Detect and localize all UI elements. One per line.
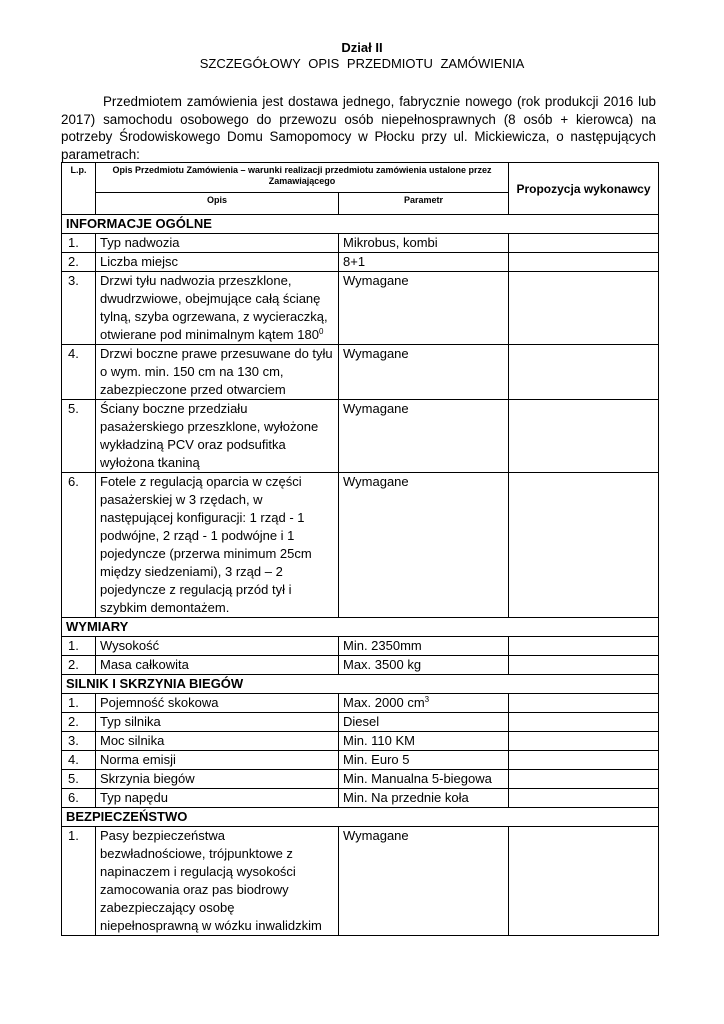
row-parameter: [339, 234, 509, 253]
row-description: [96, 713, 339, 732]
header-offer: Propozycja wykonawcy: [509, 163, 659, 215]
row-parameter: [339, 732, 509, 751]
table-row: [62, 789, 659, 808]
intro-paragraph: Przedmiotem zamówienia jest dostawa jednego, fabrycznie nowego (rok produkcji 2016 lub 2017) samochodu osobowego do przewozu osób niepełnosprawnych (8 osób + kierowca) na potrzeby Środowiskowego Domu Samopomocy w Płocku przy ul. Mickiewicza, o następujących parametrach:: [61, 94, 656, 162]
row-parameter-text: Min. Na przednie koła: [343, 790, 469, 805]
row-offer-cell: [509, 789, 659, 808]
row-parameter-text: Wymagane: [343, 346, 409, 361]
row-offer-cell: [509, 656, 659, 675]
section-subtitle: SZCZEGÓŁOWY OPIS PRZEDMIOTU ZAMÓWIENIA: [199, 56, 525, 71]
row-number: 1.: [62, 234, 96, 253]
row-description: [96, 253, 339, 272]
table-row: [62, 637, 659, 656]
section-heading: SILNIK I SKRZYNIA BIEGÓW: [62, 675, 659, 694]
section-title: Dział II: [341, 40, 383, 55]
row-parameter: [339, 713, 509, 732]
row-offer-cell: [509, 713, 659, 732]
table-row: [62, 253, 659, 272]
row-number: 1.: [62, 827, 96, 936]
row-offer-cell: [509, 732, 659, 751]
row-number: 4.: [62, 345, 96, 400]
row-offer-cell: [509, 473, 659, 618]
table-row: [62, 473, 659, 618]
row-description: [96, 473, 339, 618]
row-parameter: [339, 694, 509, 713]
row-number: 1.: [62, 694, 96, 713]
row-offer-cell: [509, 770, 659, 789]
row-parameter-text: Min. 2350mm: [343, 638, 422, 653]
table-row: [62, 751, 659, 770]
row-number: 3.: [62, 272, 96, 345]
row-description: [96, 732, 339, 751]
row-parameter-text: Max. 2000 cm: [343, 695, 425, 710]
row-offer-cell: [509, 400, 659, 473]
row-description: [96, 272, 339, 345]
row-description: [96, 694, 339, 713]
row-number: 2.: [62, 253, 96, 272]
row-description-text: Pojemność skokowa: [100, 695, 219, 710]
row-parameter: [339, 345, 509, 400]
row-parameter: [339, 253, 509, 272]
row-description-text: Norma emisji: [100, 752, 176, 767]
row-description-text: Skrzynia biegów: [100, 771, 195, 786]
header-lp: L.p.: [62, 163, 96, 215]
unit-superscript: 3: [424, 695, 430, 704]
row-description-text: Fotele z regulacją oparcia w części pasażerskiej w 3 rzędach, w następującej konfiguracji: 1 rząd - 1 podwójne, 2 rząd - 1 podwójne i 1 pojedyncze (przerwa minimum 25cm między siedzeniami), 3 rząd – 2 pojedyncze z regulacją przód tył i szybkim demontażem.: [100, 474, 312, 615]
row-description: [96, 751, 339, 770]
row-description-text: Wysokość: [100, 638, 160, 653]
row-offer-cell: [509, 751, 659, 770]
row-description: [96, 827, 339, 936]
row-parameter: [339, 272, 509, 345]
row-number: 2.: [62, 713, 96, 732]
row-parameter: [339, 789, 509, 808]
row-number: 2.: [62, 656, 96, 675]
row-number: 4.: [62, 751, 96, 770]
header-opis: Opis: [96, 193, 339, 215]
row-description: [96, 656, 339, 675]
row-description: [96, 770, 339, 789]
row-parameter-text: Min. Euro 5: [343, 752, 410, 767]
row-number: 1.: [62, 637, 96, 656]
row-description: [96, 345, 339, 400]
row-parameter-text: Wymagane: [343, 401, 409, 416]
row-description-text: Moc silnika: [100, 733, 165, 748]
row-number: 3.: [62, 732, 96, 751]
section-heading: INFORMACJE OGÓLNE: [62, 215, 659, 234]
table-row: [62, 827, 659, 936]
row-description-text: Liczba miejsc: [100, 254, 179, 269]
row-description-text: Typ silnika: [100, 714, 161, 729]
table-row: [62, 770, 659, 789]
table-row: [62, 234, 659, 253]
table-row: [62, 732, 659, 751]
row-offer-cell: [509, 827, 659, 936]
row-parameter: [339, 770, 509, 789]
row-number: 5.: [62, 400, 96, 473]
row-description-text: Typ nadwozia: [100, 235, 180, 250]
row-description-text: Ściany boczne przedziału pasażerskiego przeszklone, wyłożone wykładziną PCV oraz podsufitka wyłożona tkaniną: [100, 401, 319, 470]
degree-superscript: 0: [318, 327, 324, 336]
table-row: [62, 272, 659, 345]
row-parameter-text: Wymagane: [343, 828, 409, 843]
row-parameter: [339, 400, 509, 473]
table-header-row: [62, 163, 659, 193]
row-description: [96, 400, 339, 473]
row-parameter-text: Max. 3500 kg: [343, 657, 422, 672]
row-number: 6.: [62, 789, 96, 808]
section-row: [62, 675, 659, 694]
row-parameter-text: Min. 110 KM: [343, 733, 416, 748]
row-parameter-text: Min. Manualna 5-biegowa: [343, 771, 492, 786]
row-description-text: Drzwi boczne prawe przesuwane do tyłu o wym. min. 150 cm na 130 cm, zabezpieczone przed otwarciem: [100, 346, 333, 397]
row-offer-cell: [509, 234, 659, 253]
row-description: [96, 234, 339, 253]
header-description: Opis Przedmiotu Zamówienia – warunki realizacji przedmiotu zamówienia ustalone przez Zamawiającego: [96, 163, 509, 193]
row-offer-cell: [509, 272, 659, 345]
row-parameter: [339, 637, 509, 656]
row-parameter: [339, 751, 509, 770]
section-row: [62, 215, 659, 234]
section-row: [62, 618, 659, 637]
row-number: 6.: [62, 473, 96, 618]
row-parameter-text: Wymagane: [343, 474, 409, 489]
row-parameter: [339, 827, 509, 936]
row-description-text: Masa całkowita: [100, 657, 189, 672]
row-parameter-text: Mikrobus, kombi: [343, 235, 438, 250]
row-offer-cell: [509, 253, 659, 272]
row-parameter: [339, 473, 509, 618]
row-offer-cell: [509, 637, 659, 656]
row-description: [96, 637, 339, 656]
row-description: [96, 789, 339, 808]
row-parameter-text: Wymagane: [343, 273, 409, 288]
row-offer-cell: [509, 694, 659, 713]
row-description-text: Typ napędu: [100, 790, 168, 805]
table-row: [62, 400, 659, 473]
section-heading: WYMIARY: [62, 618, 659, 637]
row-number: 5.: [62, 770, 96, 789]
table-row: [62, 694, 659, 713]
row-offer-cell: [509, 345, 659, 400]
section-row: [62, 808, 659, 827]
section-heading: BEZPIECZEŃSTWO: [62, 808, 659, 827]
row-parameter: [339, 656, 509, 675]
row-description-text: Drzwi tyłu nadwozia przeszklone, dwudrzwiowe, obejmujące całą ścianę tylną, szyba ogrzewana, z wycieraczką, otwierane pod minimalnym kątem 180: [100, 273, 328, 342]
row-parameter-text: Diesel: [343, 714, 380, 729]
table-row: [62, 656, 659, 675]
table-row: [62, 713, 659, 732]
row-parameter-text: 8+1: [343, 254, 366, 269]
specification-table: [61, 162, 659, 936]
header-parametr: Parametr: [339, 193, 509, 215]
table-row: [62, 345, 659, 400]
row-description-text: Pasy bezpieczeństwa bezwładnościowe, trójpunktowe z napinaczem i regulacją wysokości zamocowania oraz pas biodrowy zabezpieczający osobę niepełnosprawną w wózku inwalidzkim: [100, 828, 322, 933]
